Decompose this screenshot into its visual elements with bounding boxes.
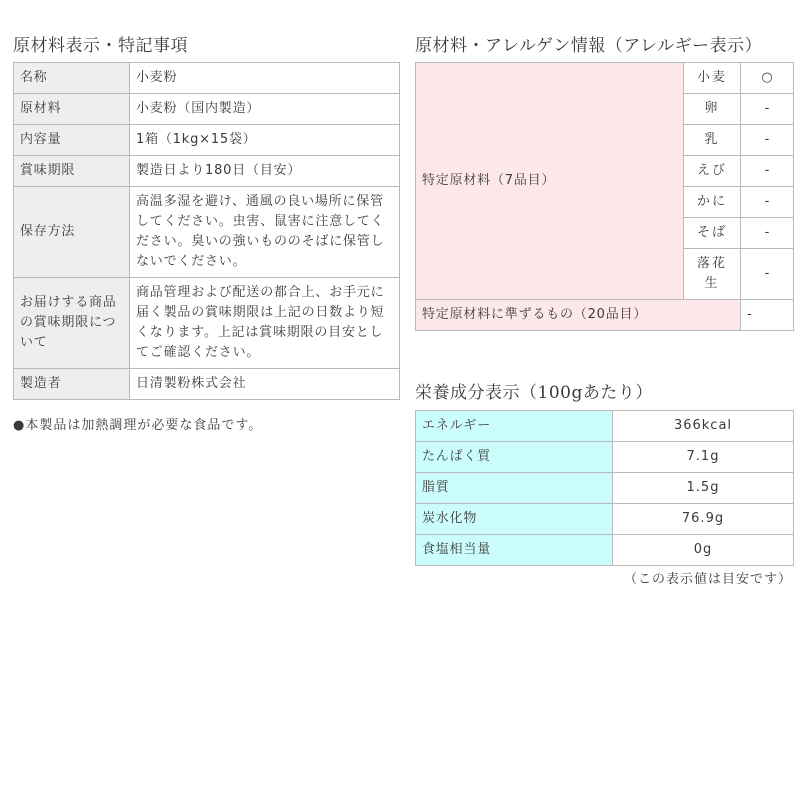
nutrient-value: 0g bbox=[613, 535, 794, 566]
allergen-table bbox=[415, 62, 794, 331]
allergen-name: 小麦 bbox=[684, 63, 741, 94]
nutrition-note: （この表示値は目安です） bbox=[623, 572, 792, 587]
nutrient-label: 脂質 bbox=[416, 473, 613, 504]
table-row bbox=[416, 504, 794, 535]
table-row bbox=[14, 187, 400, 278]
nutrient-value: 366kcal bbox=[613, 411, 794, 442]
equivalent-ingredients-label: 特定原材料に準ずるもの（20品目） bbox=[416, 300, 741, 331]
table-row bbox=[14, 63, 400, 94]
row-label: お届けする商品の賞味期限について bbox=[14, 278, 130, 369]
nutrition-section-title: 栄養成分表示（100gあたり） bbox=[415, 383, 653, 403]
allergen-mark: - bbox=[741, 94, 794, 125]
table-row bbox=[416, 63, 794, 94]
allergen-section-title: 原材料・アレルゲン情報（アレルギー表示） bbox=[415, 36, 763, 56]
nutrition-table bbox=[415, 410, 794, 566]
allergen-mark: - bbox=[741, 125, 794, 156]
allergen-mark: - bbox=[741, 156, 794, 187]
nutrient-value: 7.1g bbox=[613, 442, 794, 473]
nutrient-value: 1.5g bbox=[613, 473, 794, 504]
allergen-name: そば bbox=[684, 218, 741, 249]
allergen-name: かに bbox=[684, 187, 741, 218]
row-label: 内容量 bbox=[14, 125, 130, 156]
table-row bbox=[14, 369, 400, 400]
row-value: 1箱（1kg×15袋） bbox=[130, 125, 400, 156]
row-value: 商品管理および配送の都合上、お手元に届く製品の賞味期限は上記の日数より短くなります。上記は賞味期限の目安としてご確認ください。 bbox=[130, 278, 400, 369]
nutrient-label: 食塩相当量 bbox=[416, 535, 613, 566]
cooking-note: ●本製品は加熱調理が必要な食品です。 bbox=[13, 418, 263, 433]
table-row bbox=[416, 411, 794, 442]
allergen-mark: - bbox=[741, 187, 794, 218]
product-info-table bbox=[13, 62, 400, 400]
product-section-title: 原材料表示・特記事項 bbox=[13, 36, 188, 56]
allergen-name: えび bbox=[684, 156, 741, 187]
row-value: 小麦粉（国内製造） bbox=[130, 94, 400, 125]
equivalent-ingredients-value: - bbox=[741, 300, 794, 331]
row-value: 製造日より180日（目安） bbox=[130, 156, 400, 187]
nutrient-label: たんぱく質 bbox=[416, 442, 613, 473]
table-row bbox=[416, 442, 794, 473]
row-label: 製造者 bbox=[14, 369, 130, 400]
nutrient-label: エネルギー bbox=[416, 411, 613, 442]
row-value: 日清製粉株式会社 bbox=[130, 369, 400, 400]
nutrient-label: 炭水化物 bbox=[416, 504, 613, 535]
row-label: 原材料 bbox=[14, 94, 130, 125]
table-row bbox=[14, 94, 400, 125]
allergen-mark: - bbox=[741, 249, 794, 300]
specific-ingredients-label: 特定原材料（7品目） bbox=[416, 63, 684, 300]
allergen-mark: - bbox=[741, 218, 794, 249]
row-value: 高温多湿を避け、通風の良い場所に保管してください。虫害、鼠害に注意してください。臭いの強いもののそばに保管しないでください。 bbox=[130, 187, 400, 278]
table-row bbox=[416, 300, 794, 331]
allergen-name: 落花生 bbox=[684, 249, 741, 300]
row-label: 賞味期限 bbox=[14, 156, 130, 187]
nutrient-value: 76.9g bbox=[613, 504, 794, 535]
table-row bbox=[14, 125, 400, 156]
row-label: 保存方法 bbox=[14, 187, 130, 278]
table-row bbox=[14, 156, 400, 187]
table-row bbox=[416, 473, 794, 504]
allergen-mark: ○ bbox=[741, 63, 794, 94]
table-row bbox=[416, 535, 794, 566]
row-value: 小麦粉 bbox=[130, 63, 400, 94]
row-label: 名称 bbox=[14, 63, 130, 94]
allergen-name: 卵 bbox=[684, 94, 741, 125]
allergen-name: 乳 bbox=[684, 125, 741, 156]
table-row bbox=[14, 278, 400, 369]
